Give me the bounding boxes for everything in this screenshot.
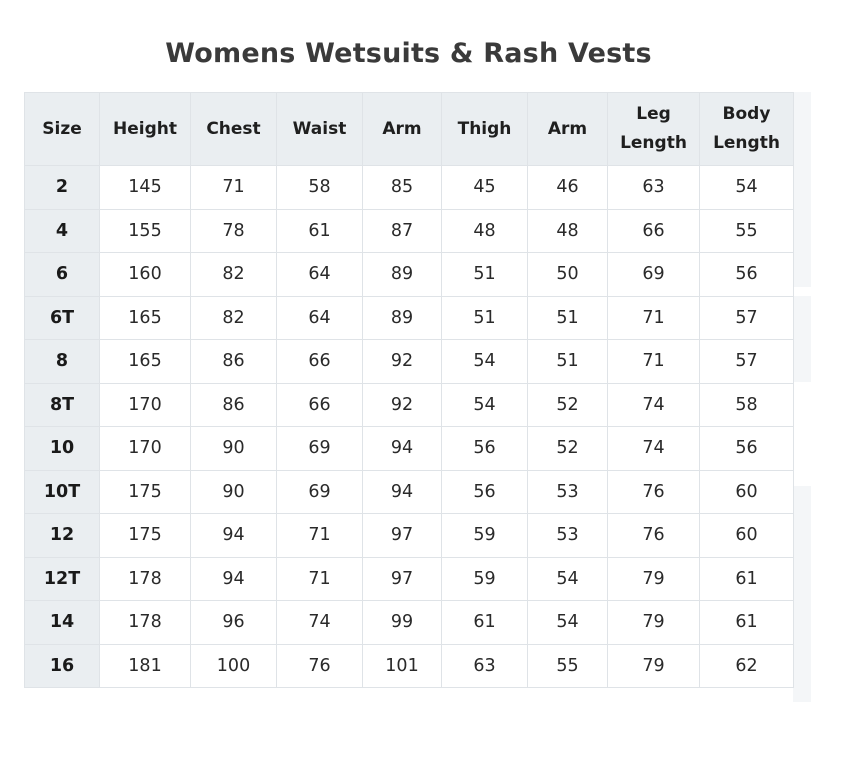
measurement-cell: 86: [191, 383, 277, 427]
measurement-cell: 61: [277, 209, 363, 253]
measurement-cell: 58: [700, 383, 794, 427]
measurement-cell: 63: [608, 166, 700, 210]
measurement-cell: 76: [608, 514, 700, 558]
measurement-cell: 76: [277, 644, 363, 688]
measurement-cell: 87: [363, 209, 442, 253]
size-cell: 8T: [25, 383, 100, 427]
size-chart-table: [24, 92, 794, 688]
measurement-cell: 55: [528, 644, 608, 688]
size-cell: 10: [25, 427, 100, 471]
measurement-cell: 94: [363, 470, 442, 514]
size-cell: 10T: [25, 470, 100, 514]
measurement-cell: 69: [277, 470, 363, 514]
measurement-cell: 178: [100, 601, 191, 645]
column-header: Height: [100, 93, 191, 166]
measurement-cell: 94: [191, 557, 277, 601]
measurement-cell: 71: [277, 514, 363, 558]
measurement-cell: 61: [442, 601, 528, 645]
measurement-cell: 48: [442, 209, 528, 253]
header-row: [25, 93, 794, 166]
measurement-cell: 97: [363, 514, 442, 558]
measurement-cell: 79: [608, 644, 700, 688]
measurement-cell: 66: [608, 209, 700, 253]
measurement-cell: 92: [363, 383, 442, 427]
table-row: [25, 514, 794, 558]
measurement-cell: 59: [442, 557, 528, 601]
measurement-cell: 46: [528, 166, 608, 210]
measurement-cell: 71: [608, 340, 700, 384]
column-header: Leg Length: [608, 93, 700, 166]
measurement-cell: 64: [277, 296, 363, 340]
measurement-cell: 101: [363, 644, 442, 688]
measurement-cell: 55: [700, 209, 794, 253]
measurement-cell: 165: [100, 340, 191, 384]
measurement-cell: 79: [608, 557, 700, 601]
measurement-cell: 74: [277, 601, 363, 645]
measurement-cell: 92: [363, 340, 442, 384]
measurement-cell: 56: [442, 427, 528, 471]
column-header: Size: [25, 93, 100, 166]
measurement-cell: 54: [528, 601, 608, 645]
measurement-cell: 160: [100, 253, 191, 297]
measurement-cell: 145: [100, 166, 191, 210]
measurement-cell: 175: [100, 514, 191, 558]
page-title: Womens Wetsuits & Rash Vests: [165, 38, 652, 69]
measurement-cell: 71: [277, 557, 363, 601]
measurement-cell: 96: [191, 601, 277, 645]
column-header: Chest: [191, 93, 277, 166]
measurement-cell: 51: [442, 253, 528, 297]
measurement-cell: 59: [442, 514, 528, 558]
measurement-cell: 54: [528, 557, 608, 601]
table-row: [25, 644, 794, 688]
size-cell: 12: [25, 514, 100, 558]
size-cell: 14: [25, 601, 100, 645]
measurement-cell: 178: [100, 557, 191, 601]
size-chart-container: [24, 92, 793, 688]
size-cell: 6: [25, 253, 100, 297]
measurement-cell: 170: [100, 383, 191, 427]
measurement-cell: 56: [700, 427, 794, 471]
table-row: [25, 340, 794, 384]
table-row: [25, 166, 794, 210]
measurement-cell: 60: [700, 514, 794, 558]
measurement-cell: 48: [528, 209, 608, 253]
measurement-cell: 97: [363, 557, 442, 601]
size-cell: 2: [25, 166, 100, 210]
measurement-cell: 51: [528, 296, 608, 340]
measurement-cell: 76: [608, 470, 700, 514]
measurement-cell: 51: [528, 340, 608, 384]
measurement-cell: 63: [442, 644, 528, 688]
column-header: Body Length: [700, 93, 794, 166]
measurement-cell: 53: [528, 514, 608, 558]
measurement-cell: 74: [608, 383, 700, 427]
table-row: [25, 296, 794, 340]
measurement-cell: 69: [277, 427, 363, 471]
measurement-cell: 57: [700, 340, 794, 384]
measurement-cell: 51: [442, 296, 528, 340]
measurement-cell: 60: [700, 470, 794, 514]
measurement-cell: 64: [277, 253, 363, 297]
measurement-cell: 74: [608, 427, 700, 471]
right-edge-shade: [793, 92, 811, 287]
table-row: [25, 601, 794, 645]
measurement-cell: 99: [363, 601, 442, 645]
column-header: Arm: [528, 93, 608, 166]
measurement-cell: 90: [191, 470, 277, 514]
measurement-cell: 78: [191, 209, 277, 253]
measurement-cell: 61: [700, 557, 794, 601]
measurement-cell: 165: [100, 296, 191, 340]
table-row: [25, 557, 794, 601]
measurement-cell: 62: [700, 644, 794, 688]
measurement-cell: 89: [363, 296, 442, 340]
measurement-cell: 100: [191, 644, 277, 688]
measurement-cell: 61: [700, 601, 794, 645]
measurement-cell: 79: [608, 601, 700, 645]
measurement-cell: 71: [608, 296, 700, 340]
measurement-cell: 85: [363, 166, 442, 210]
size-cell: 8: [25, 340, 100, 384]
measurement-cell: 56: [442, 470, 528, 514]
column-header: Thigh: [442, 93, 528, 166]
measurement-cell: 82: [191, 296, 277, 340]
table-row: [25, 209, 794, 253]
measurement-cell: 71: [191, 166, 277, 210]
measurement-cell: 58: [277, 166, 363, 210]
column-header: Waist: [277, 93, 363, 166]
size-cell: 6T: [25, 296, 100, 340]
measurement-cell: 86: [191, 340, 277, 384]
measurement-cell: 94: [363, 427, 442, 471]
measurement-cell: 54: [700, 166, 794, 210]
right-edge-shade: [793, 296, 811, 382]
measurement-cell: 52: [528, 427, 608, 471]
table-row: [25, 383, 794, 427]
measurement-cell: 155: [100, 209, 191, 253]
table-body: [25, 166, 794, 688]
measurement-cell: 94: [191, 514, 277, 558]
measurement-cell: 66: [277, 383, 363, 427]
right-edge-shade: [793, 486, 811, 702]
table-row: [25, 253, 794, 297]
table-row: [25, 427, 794, 471]
measurement-cell: 89: [363, 253, 442, 297]
measurement-cell: 50: [528, 253, 608, 297]
measurement-cell: 54: [442, 383, 528, 427]
measurement-cell: 82: [191, 253, 277, 297]
measurement-cell: 181: [100, 644, 191, 688]
size-cell: 12T: [25, 557, 100, 601]
measurement-cell: 170: [100, 427, 191, 471]
measurement-cell: 53: [528, 470, 608, 514]
measurement-cell: 54: [442, 340, 528, 384]
measurement-cell: 56: [700, 253, 794, 297]
table-row: [25, 470, 794, 514]
measurement-cell: 52: [528, 383, 608, 427]
column-header: Arm: [363, 93, 442, 166]
measurement-cell: 45: [442, 166, 528, 210]
measurement-cell: 90: [191, 427, 277, 471]
measurement-cell: 175: [100, 470, 191, 514]
size-cell: 4: [25, 209, 100, 253]
measurement-cell: 57: [700, 296, 794, 340]
measurement-cell: 69: [608, 253, 700, 297]
size-cell: 16: [25, 644, 100, 688]
measurement-cell: 66: [277, 340, 363, 384]
